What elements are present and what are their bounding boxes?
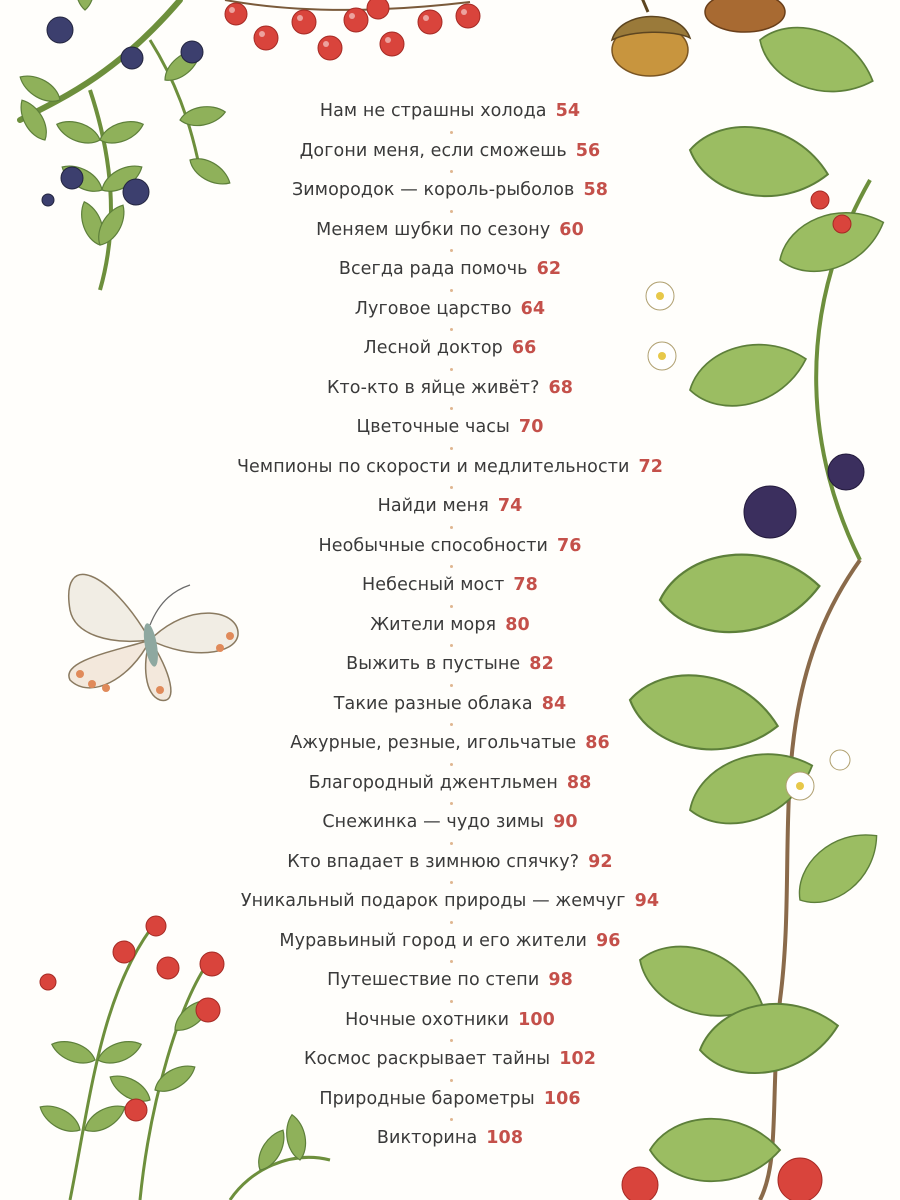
- toc-entry[interactable]: [0, 882, 900, 922]
- toc-entry[interactable]: [0, 250, 900, 290]
- toc-entry-page-number: 54: [555, 101, 581, 121]
- toc-entry[interactable]: [0, 290, 900, 330]
- toc-entry[interactable]: [0, 803, 900, 843]
- toc-entry-page-number: 92: [588, 851, 613, 872]
- toc-entry-page-number: 80: [505, 614, 530, 635]
- toc-entry-page-number: 74: [497, 496, 523, 516]
- toc-entry-page-number: 82: [529, 654, 554, 674]
- acorn-icon: [612, 0, 785, 76]
- toc-entry-title: Космос раскрывает тайны: [303, 1049, 551, 1069]
- toc-entry-title: Луговое царство: [354, 298, 512, 319]
- toc-entry-title: Небесный мост: [362, 575, 505, 595]
- toc-entry-title: Зимородок — король-рыболов: [291, 180, 575, 200]
- toc-entry-page-number: 56: [575, 140, 601, 161]
- toc-entry-page-number: 84: [541, 693, 567, 714]
- toc-entry-page-number: 88: [566, 772, 592, 793]
- toc-entry-page-number: 102: [559, 1049, 597, 1069]
- toc-entry[interactable]: [0, 369, 900, 409]
- toc-entry-title: Догони меня, если сможешь: [299, 140, 567, 161]
- toc-entry[interactable]: [0, 764, 900, 804]
- toc-entry[interactable]: [0, 487, 900, 527]
- toc-entry[interactable]: [0, 211, 900, 251]
- toc-entry-title: Кто впадает в зимнюю спячку?: [287, 851, 580, 872]
- toc-entry-title: Необычные способности: [318, 535, 548, 556]
- toc-entry-title: Ажурные, резные, игольчатые: [290, 733, 577, 753]
- toc-entry[interactable]: [0, 1080, 900, 1120]
- toc-entry[interactable]: [0, 1001, 900, 1041]
- toc-entry[interactable]: [0, 448, 900, 488]
- toc-entry[interactable]: [0, 724, 900, 764]
- toc-entry[interactable]: [0, 685, 900, 725]
- toc-entry-title: Жители моря: [370, 614, 497, 635]
- toc-entry[interactable]: [0, 408, 900, 448]
- toc-entry-title: Найди меня: [377, 496, 489, 516]
- toc-entry[interactable]: [0, 606, 900, 646]
- toc-entry-page-number: 90: [553, 812, 578, 832]
- toc-entry-title: Чемпионы по скорости и медлительности: [236, 456, 630, 477]
- toc-entry[interactable]: [0, 1040, 900, 1080]
- toc-entry-title: Всегда рада помочь: [338, 259, 528, 279]
- toc-entry[interactable]: [0, 961, 900, 1001]
- toc-entry-title: Снежинка — чудо зимы: [322, 812, 545, 832]
- toc-entry-title: Нам не страшны холода: [319, 101, 547, 121]
- toc-entry[interactable]: [0, 132, 900, 172]
- toc-entry[interactable]: [0, 527, 900, 567]
- toc-entry[interactable]: [0, 171, 900, 211]
- table-of-contents: [0, 92, 900, 1159]
- toc-entry-page-number: 66: [511, 338, 537, 358]
- toc-entry-page-number: 68: [548, 377, 574, 398]
- toc-entry-title: Такие разные облака: [333, 693, 533, 714]
- toc-entry-page-number: 64: [520, 298, 546, 319]
- toc-entry-title: Меняем шубки по сезону: [316, 219, 551, 240]
- toc-entry-page-number: 106: [543, 1088, 581, 1109]
- toc-entry-page-number: 72: [638, 456, 664, 477]
- toc-entry-title: Путешествие по степи: [327, 970, 540, 990]
- toc-entry-title: Викторина: [376, 1128, 478, 1148]
- toc-entry-page-number: 70: [518, 417, 544, 437]
- toc-entry-page-number: 96: [596, 930, 621, 951]
- toc-entry-title: Цветочные часы: [356, 417, 510, 437]
- toc-entry-title: Ночные охотники: [345, 1009, 510, 1030]
- toc-entry-title: Кто-кто в яйце живёт?: [326, 377, 540, 398]
- toc-entry-page-number: 86: [585, 733, 610, 753]
- toc-entry-page-number: 76: [556, 535, 582, 556]
- red-currant-icon: [225, 0, 480, 60]
- toc-entry-page-number: 62: [536, 259, 562, 279]
- toc-entry[interactable]: [0, 329, 900, 369]
- toc-entry-page-number: 78: [513, 575, 538, 595]
- toc-entry-title: Лесной доктор: [363, 338, 503, 358]
- toc-entry-title: Муравьиный город и его жители: [279, 930, 588, 951]
- toc-entry[interactable]: [0, 922, 900, 962]
- toc-entry-page-number: 58: [583, 180, 609, 200]
- toc-entry-title: Благородный джентльмен: [308, 772, 558, 793]
- toc-entry-title: Природные барометры: [319, 1088, 535, 1109]
- toc-entry[interactable]: [0, 566, 900, 606]
- toc-entry-page-number: 100: [518, 1009, 555, 1030]
- toc-entry[interactable]: [0, 1119, 900, 1159]
- toc-entry-title: Уникальный подарок природы — жемчуг: [240, 891, 626, 911]
- toc-entry-page-number: 94: [634, 891, 660, 911]
- toc-entry-page-number: 60: [559, 219, 584, 240]
- toc-entry-title: Выжить в пустыне: [346, 654, 521, 674]
- toc-entry[interactable]: [0, 645, 900, 685]
- toc-entry-page-number: 98: [548, 970, 573, 990]
- toc-entry[interactable]: [0, 843, 900, 883]
- toc-entry[interactable]: [0, 92, 900, 132]
- toc-entry-page-number: 108: [486, 1128, 524, 1148]
